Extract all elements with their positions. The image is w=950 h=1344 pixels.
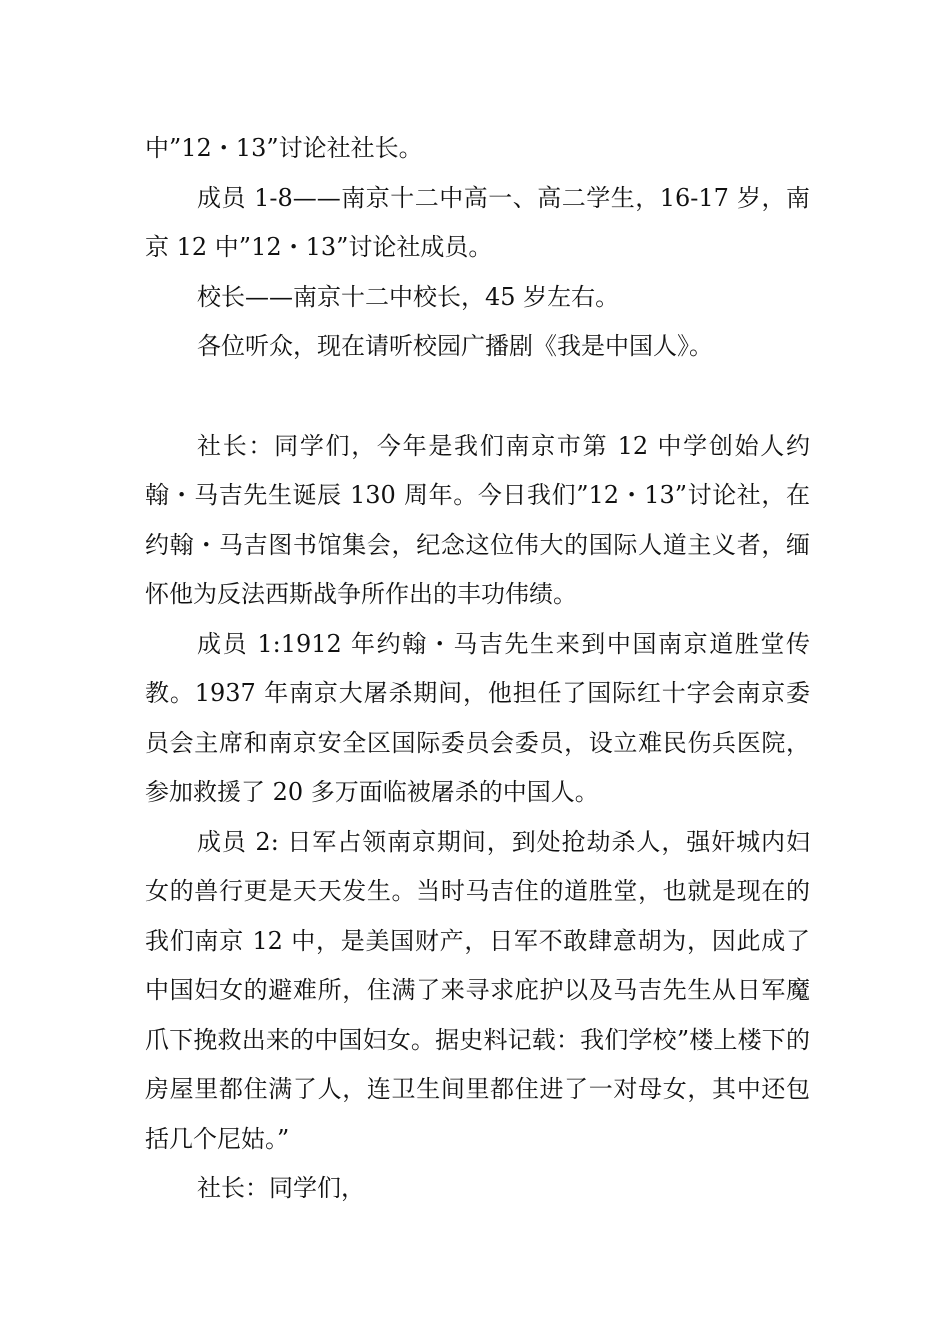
paragraph-cast-principal: 校长——南京十二中校长，45 岁左右。 — [197, 282, 620, 311]
paragraph-intro: 各位听众，现在请听校园广播剧《我是中国人》。 — [197, 332, 713, 360]
paragraph-leader-speech: 社长：同学们，今年是我们南京市第 12 中学创始人约翰・马吉先生诞辰 130 周年。今日我们”12・13”讨论社，在约翰・马吉图书馆集会，纪念这位伟大的国际人道主义者，缅怀他为反法西斯战争所作出的丰功伟绩。 — [145, 431, 810, 608]
paragraph-member-1: 成员 1:1912 年约翰・马吉先生来到中国南京道胜堂传教。1937 年南京大屠杀期间，他担任了国际红十字会南京委员会主席和南京安全区国际委员会委员，设立难民伤兵医院，参加救援了 20 多万面临被屠杀的中国人。 — [145, 629, 810, 806]
paragraph-cast-leader-cont: 中”12・13”讨论社社长。 — [145, 134, 423, 162]
paragraph-member-2: 成员 2: 日军占领南京期间，到处抢劫杀人，强奸城内妇女的兽行更是天天发生。当时马吉住的道胜堂，也就是现在的我们南京 12 中，是美国财产，日军不敢肆意胡为，因此成了中国妇女的避难所，住满了来寻求庇护以及马吉先生从日军魔爪下挽救出来的中国妇女。据史料记载：我们学校”楼上楼下的房屋里都住满了人，连卫生间里都住进了一对母女，其中还包括几个尼姑。” — [145, 827, 810, 1153]
paragraph-leader-closing: 社长：同学们， — [197, 1174, 365, 1202]
paragraph-gap — [145, 372, 810, 422]
document-body — [145, 124, 810, 1214]
paragraph-cast-members: 成员 1-8——南京十二中高一、高二学生，16-17 岁，南京 12 中”12・13”讨论社成员。 — [145, 183, 810, 261]
